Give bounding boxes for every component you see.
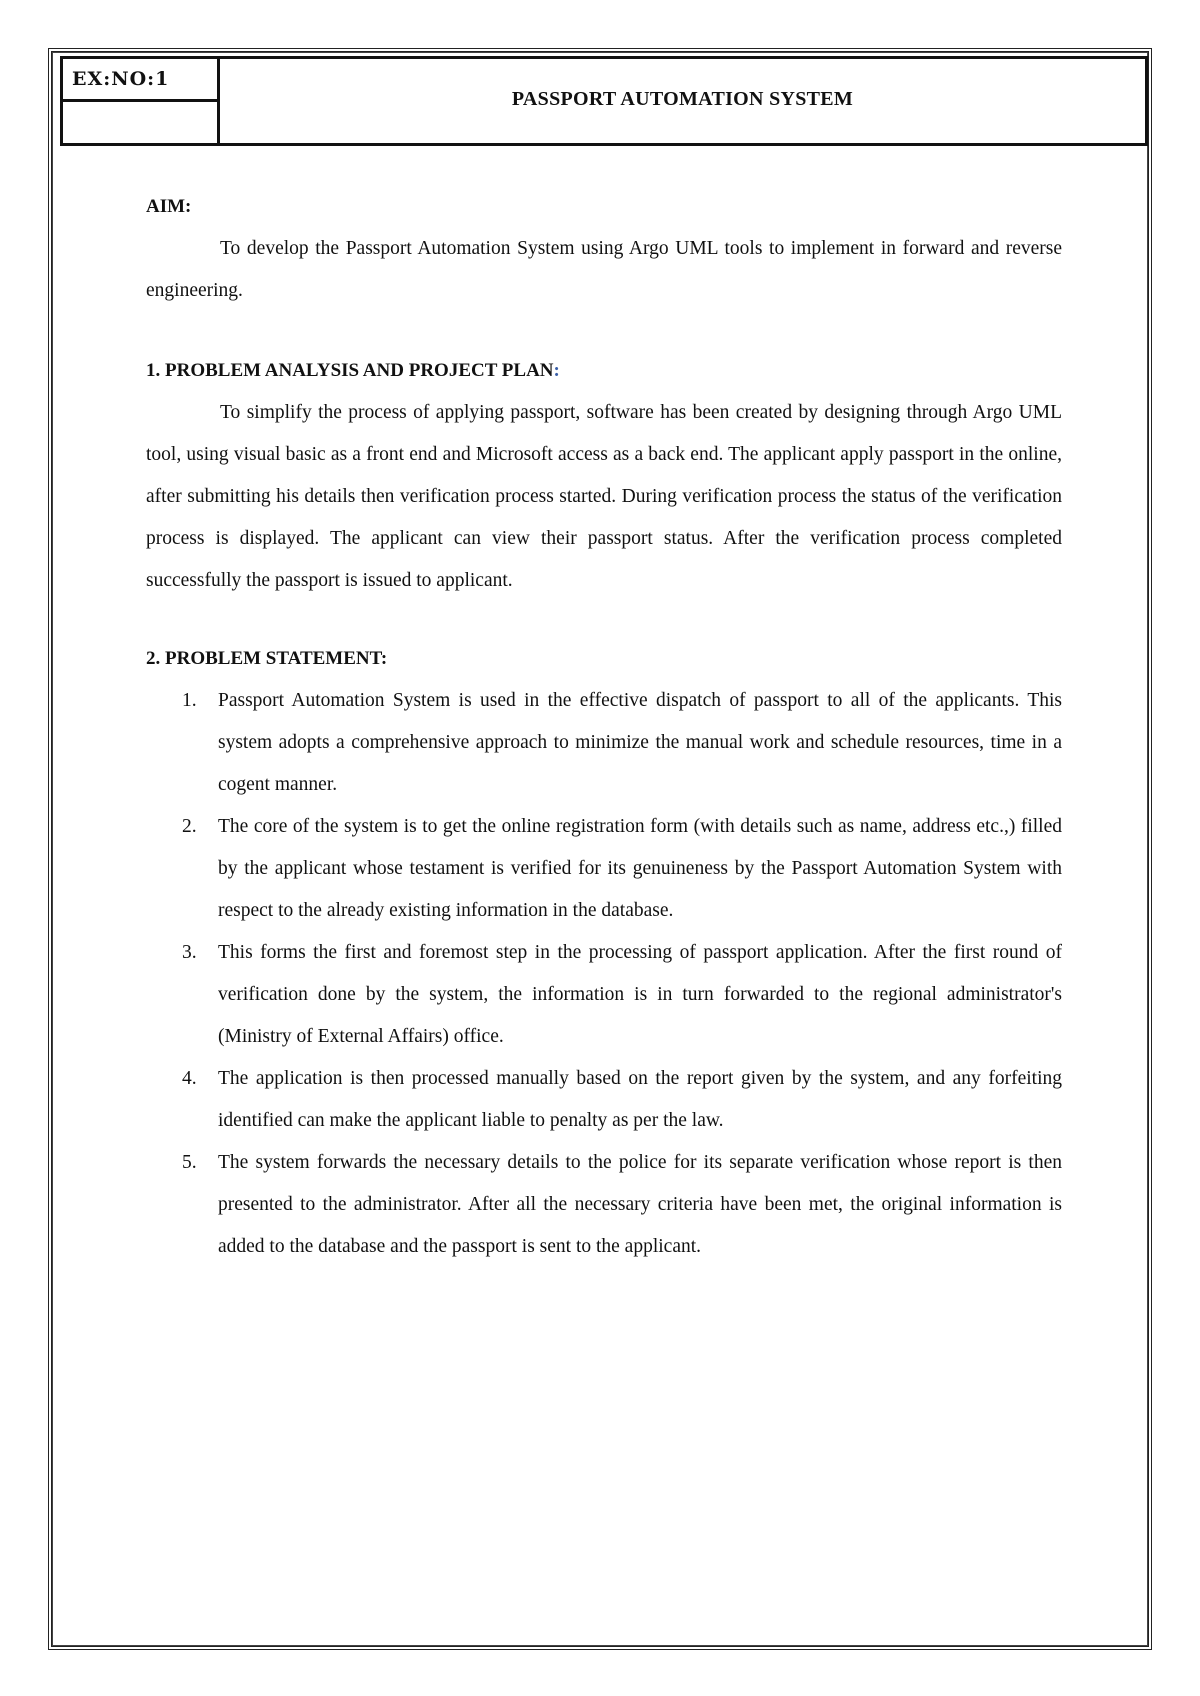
aim-heading: AIM: — [146, 196, 192, 217]
list-item — [146, 932, 1062, 1058]
list-item — [146, 680, 1062, 806]
list-item-text: The application is then processed manually based on the report given by the system, and any forfeiting identified can make the applicant liable to penalty as per the law. — [218, 1068, 1062, 1131]
aim-text: To develop the Passport Automation System using Argo UML tools to implement in forward and reverse engineering. — [146, 238, 1062, 301]
list-item-number: 4. — [182, 1068, 197, 1089]
list-item-number: 3. — [182, 942, 197, 963]
list-item-number: 2. — [182, 816, 197, 837]
exercise-number-label: EX:NO:1 — [63, 59, 217, 102]
list-item-text: This forms the first and foremost step in the processing of passport application. After the first round of verification done by the system, the information is in turn forwarded to the regional administrator's (Ministry of External Affairs) office. — [218, 942, 1062, 1047]
problem-analysis-heading-colon: : — [553, 360, 560, 381]
list-item-text: Passport Automation System is used in the effective dispatch of passport to all of the applicants. This system adopts a comprehensive approach to minimize the manual work and schedule resources, time in a cogent manner. — [218, 690, 1062, 795]
problem-analysis-heading-text: 1. PROBLEM ANALYSIS AND PROJECT PLAN — [146, 360, 554, 381]
problem-statement-list — [146, 680, 1062, 1268]
exercise-number-cell — [63, 59, 220, 143]
list-item — [146, 1142, 1062, 1268]
document-title: PASSPORT AUTOMATION SYSTEM — [511, 88, 854, 110]
problem-analysis-heading — [146, 350, 1062, 392]
list-item-number: 1. — [182, 690, 197, 711]
list-item-text: The core of the system is to get the online registration form (with details such as name, address etc.,) filled by the applicant whose testament is verified for its genuineness by the Passport Automation System with respect to the already existing information in the database. — [218, 816, 1062, 921]
problem-statement-heading: 2. PROBLEM STATEMENT: — [146, 648, 388, 669]
list-item — [146, 1058, 1062, 1142]
problem-analysis-text: To simplify the process of applying passport, software has been created by designing through Argo UML tool, using visual basic as a front end and Microsoft access as a back end. The applicant apply passport in the online, after submitting his details then verification process started. During verification process the status of the verification process is displayed. The applicant can view their passport status. After the verification process completed successfully the passport is issued to applicant. — [146, 402, 1062, 591]
list-item — [146, 806, 1062, 932]
list-item-text: The system forwards the necessary details to the police for its separate verification whose report is then presented to the administrator. After all the necessary criteria have been met, the original information is added to the database and the passport is sent to the applicant. — [218, 1152, 1062, 1257]
list-item-number: 5. — [182, 1152, 197, 1173]
header-box — [60, 56, 1148, 146]
document-body — [146, 186, 1062, 1268]
